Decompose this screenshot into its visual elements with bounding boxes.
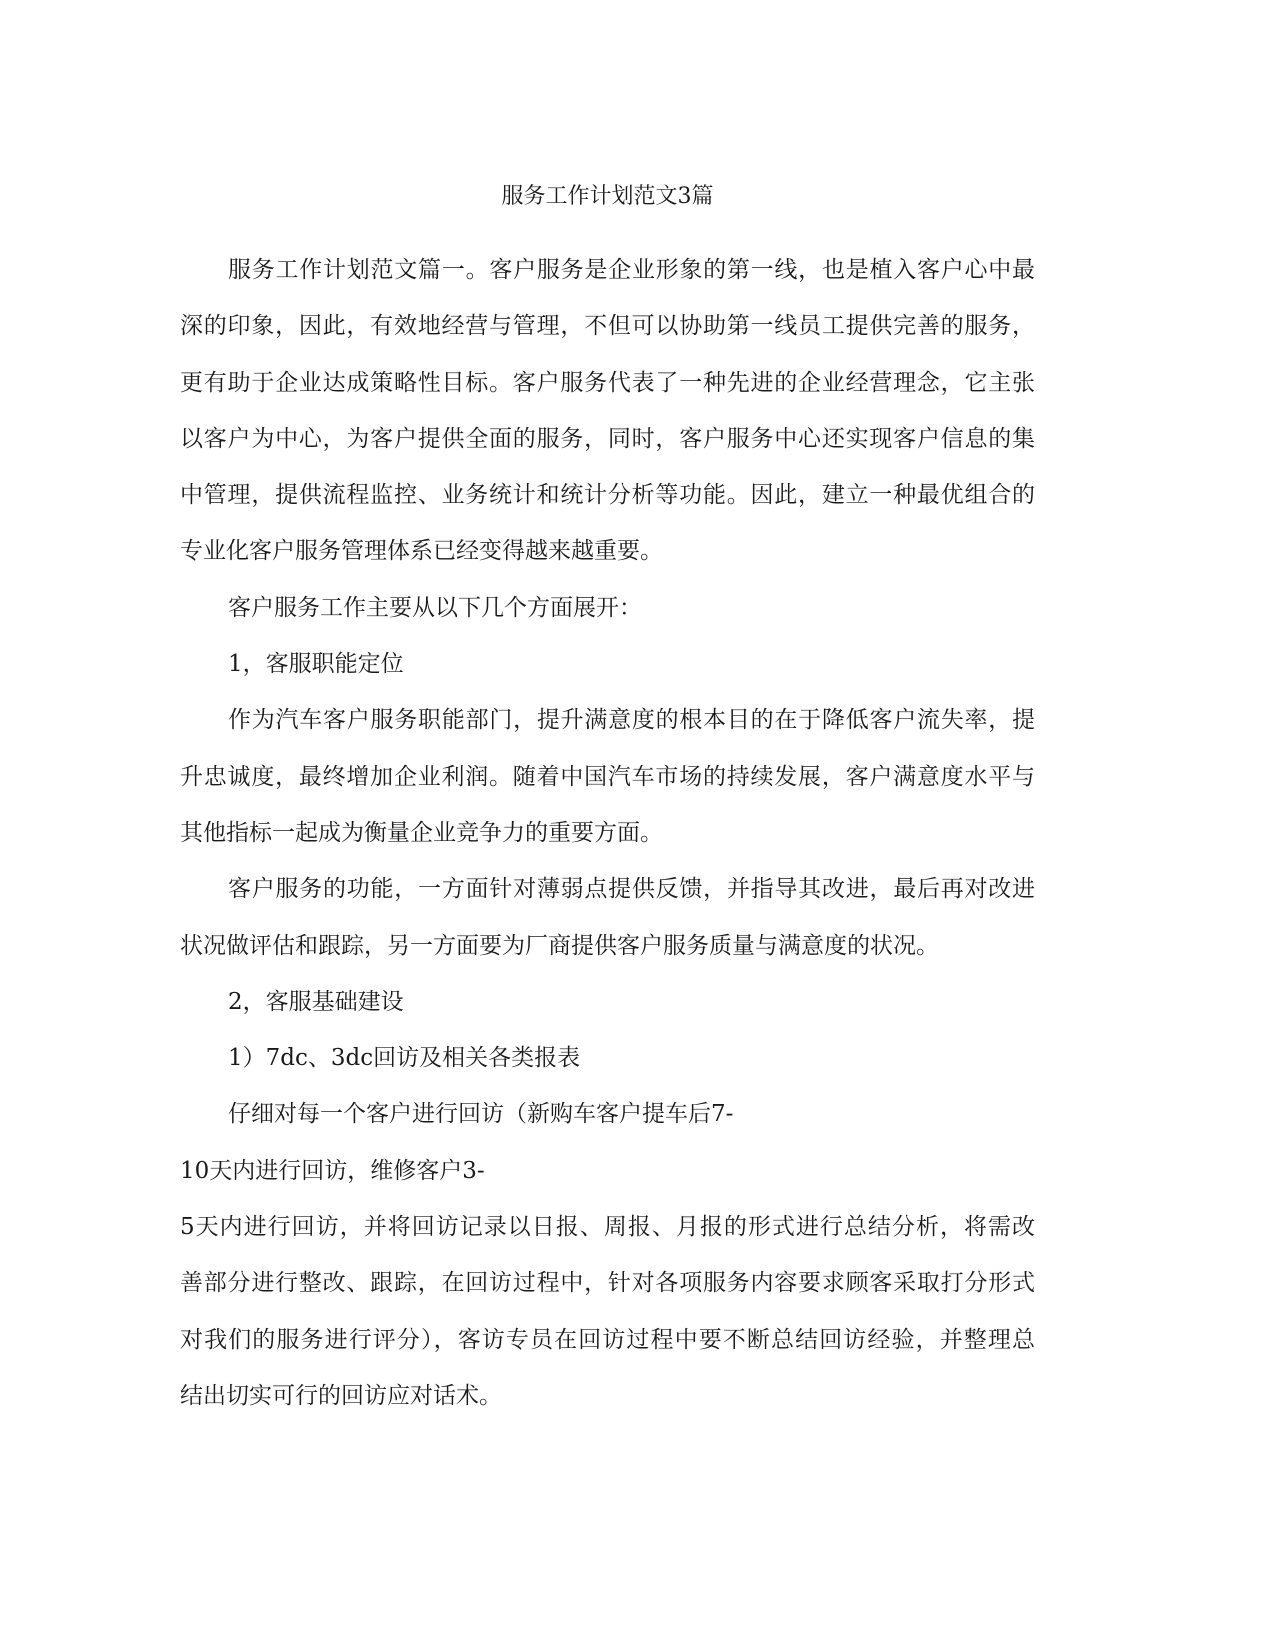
paragraph-line: 客户服务的功能，一方面针对薄弱点提供反馈，并指导其改进，最后再对改进	[228, 876, 1035, 903]
document-title: 服务工作计划范文3篇	[501, 184, 714, 209]
paragraph-line: 中管理，提供流程监控、业务统计和统计分析等功能。因此，建立一种最优组合的	[180, 482, 1035, 509]
paragraph-line: 10天内进行回访，维修客户3-	[180, 1157, 485, 1184]
paragraph-line: 服务工作计划范文篇一。客户服务是企业形象的第一线，也是植入客户心中最	[228, 257, 1035, 283]
paragraph-line: 客户服务工作主要从以下几个方面展开：	[228, 594, 642, 621]
paragraph-line: 状况做评估和跟踪，另一方面要为厂商提供客户服务质量与满意度的状况。	[180, 932, 939, 959]
paragraph-line: 结出切实可行的回访应对话术。	[180, 1382, 502, 1409]
section-heading: 2，客服基础建设	[228, 988, 404, 1015]
paragraph-line: 专业化客户服务管理体系已经变得越来越重要。	[180, 538, 663, 565]
paragraph-line: 更有助于企业达成策略性目标。客户服务代表了一种先进的企业经营理念，它主张	[180, 369, 1035, 396]
document-body	[180, 242, 1035, 1424]
paragraph-line: 以客户为中心，为客户提供全面的服务，同时，客户服务中心还实现客户信息的集	[180, 425, 1035, 452]
paragraph-line: 升忠诚度，最终增加企业利润。随着中国汽车市场的持续发展，客户满意度水平与	[180, 763, 1035, 790]
paragraph-line: 作为汽车客户服务职能部门，提升满意度的根本目的在于降低客户流失率，提	[228, 707, 1035, 734]
paragraph-line: 深的印象，因此，有效地经营与管理，不但可以协助第一线员工提供完善的服务，	[180, 313, 1035, 340]
paragraph-line: 善部分进行整改、跟踪，在回访过程中，针对各项服务内容要求顾客采取打分形式	[180, 1270, 1035, 1297]
paragraph-line: 对我们的服务进行评分），客访专员在回访过程中要不断总结回访经验，并整理总	[180, 1326, 1035, 1353]
paragraph-line: 仔细对每一个客户进行回访（新购车客户提车后7-	[228, 1101, 734, 1128]
subsection-heading: 1）7dc、3dc回访及相关各类报表	[228, 1045, 581, 1072]
section-heading: 1，客服职能定位	[228, 651, 404, 678]
paragraph-line: 其他指标一起成为衡量企业竞争力的重要方面。	[180, 819, 663, 846]
paragraph-line: 5天内进行回访，并将回访记录以日报、周报、月报的形式进行总结分析，将需改	[180, 1214, 1035, 1241]
